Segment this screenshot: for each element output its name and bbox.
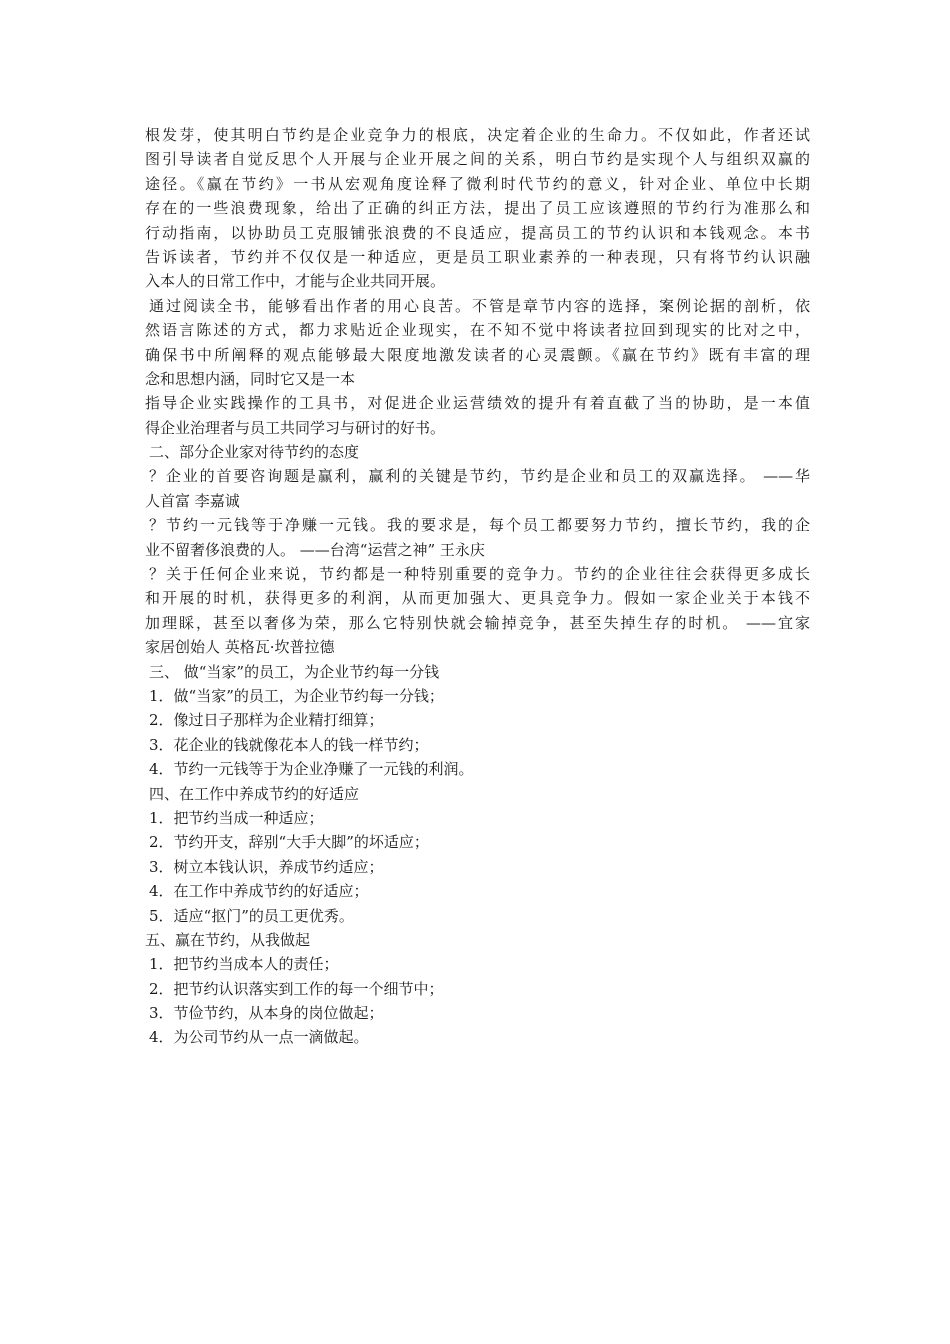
- text-line: 四、在工作中养成节约的好适应: [149, 784, 360, 803]
- text-line: 2．把节约认识落实到工作的每一个细节中；: [149, 979, 444, 998]
- text-line: 3．节俭节约，从本身的岗位做起；: [149, 1004, 384, 1023]
- text-line: 指导企业实践操作的工具书，对促进企业运营绩效的提升有着直截了当的协助，是一本值: [145, 394, 810, 413]
- text-line: 念和思想内涵，同时它又是一本: [145, 369, 356, 388]
- text-line: 1．把节约当成本人的责任；: [149, 955, 339, 974]
- text-line: 行动指南，以协助员工克服铺张浪费的不良适应，提高员工的节约认识和本钱观念。本书: [145, 223, 810, 242]
- text-line: 告诉读者，节约并不仅仅是一种适应，更是员工职业素养的一种表现，只有将节约认识融: [145, 247, 810, 266]
- text-line: 存在的一些浪费现象，给出了正确的纠正方法，提出了员工应该遵照的节约行为准那么和: [145, 199, 810, 218]
- text-line: 5．适应“抠门”的员工更优秀。: [149, 906, 354, 925]
- text-line: 得企业治理者与员工共同学习与研讨的好书。: [145, 418, 446, 437]
- text-line: 1．做“当家”的员工，为企业节约每一分钱；: [149, 686, 444, 705]
- text-line: 通过阅读全书，能够看出作者的用心良苦。不管是章节内容的选择，案例论据的剖析，依: [149, 296, 810, 315]
- text-line: 加理睬，甚至以奢侈为荣，那么它特别快就会输掉竞争，甚至失掉生存的时机。 ——宜家: [145, 613, 810, 632]
- text-line: 确保书中所阐释的观点能够最大限度地激发读者的心灵震颤。《赢在节约》既有丰富的理: [145, 345, 810, 364]
- text-line: 三、 做“当家”的员工，为企业节约每一分钱: [149, 662, 440, 681]
- text-line: 3．树立本钱认识，养成节约适应；: [149, 857, 384, 876]
- text-line: ？节约一元钱等于净赚一元钱。我的要求是，每个员工都要努力节约，擅长节约，我的企: [149, 516, 810, 535]
- text-line: 2．节约开支，辞别“大手大脚”的坏适应；: [149, 833, 429, 852]
- text-line: 图引导读者自觉反思个人开展与企业开展之间的关系，明白节约是实现个人与组织双赢的: [145, 150, 810, 169]
- text-line: 和开展的时机，获得更多的利润，从而更加强大、更具竞争力。假如一家企业关于本钱不: [145, 589, 810, 608]
- text-line: 五、赢在节约，从我做起: [145, 930, 311, 949]
- document-body: [145, 123, 810, 1050]
- text-line: 家居创始人 英格瓦·坎普拉德: [145, 638, 335, 657]
- text-line: 然语言陈述的方式，都力求贴近企业现实，在不知不觉中将读者拉回到现实的比对之中，: [145, 321, 810, 340]
- text-line: 业不留奢侈浪费的人。 ——台湾“运营之神” 王永庆: [145, 540, 485, 559]
- text-line: 人首富 李嘉诚: [145, 491, 240, 510]
- text-line: 1．把节约当成一种适应；: [149, 808, 324, 827]
- text-line: 4．节约一元钱等于为企业净赚了一元钱的利润。: [149, 760, 474, 779]
- text-line: 途径。《赢在节约》一书从宏观角度诠释了微利时代节约的意义，针对企业、单位中长期: [145, 174, 810, 193]
- text-line: 根发芽，使其明白节约是企业竞争力的根底，决定着企业的生命力。不仅如此，作者还试: [145, 126, 810, 144]
- text-line: 2．像过日子那样为企业精打细算；: [149, 711, 384, 730]
- text-line: ？关于任何企业来说，节约都是一种特别重要的竞争力。节约的企业往往会获得更多成长: [149, 565, 810, 584]
- text-line: 入本人的日常工作中，才能与企业共同开展。: [145, 272, 446, 291]
- text-line: 二、部分企业家对待节约的态度: [149, 443, 360, 462]
- text-line: 4．在工作中养成节约的好适应；: [149, 882, 369, 901]
- text-line: 4．为公司节约从一点一滴做起。: [149, 1028, 369, 1047]
- text-line: ？企业的首要咨询题是赢利，赢利的关键是节约，节约是企业和员工的双赢选择。 ——华: [149, 467, 810, 486]
- text-line: 3．花企业的钱就像花本人的钱一样节约；: [149, 735, 429, 754]
